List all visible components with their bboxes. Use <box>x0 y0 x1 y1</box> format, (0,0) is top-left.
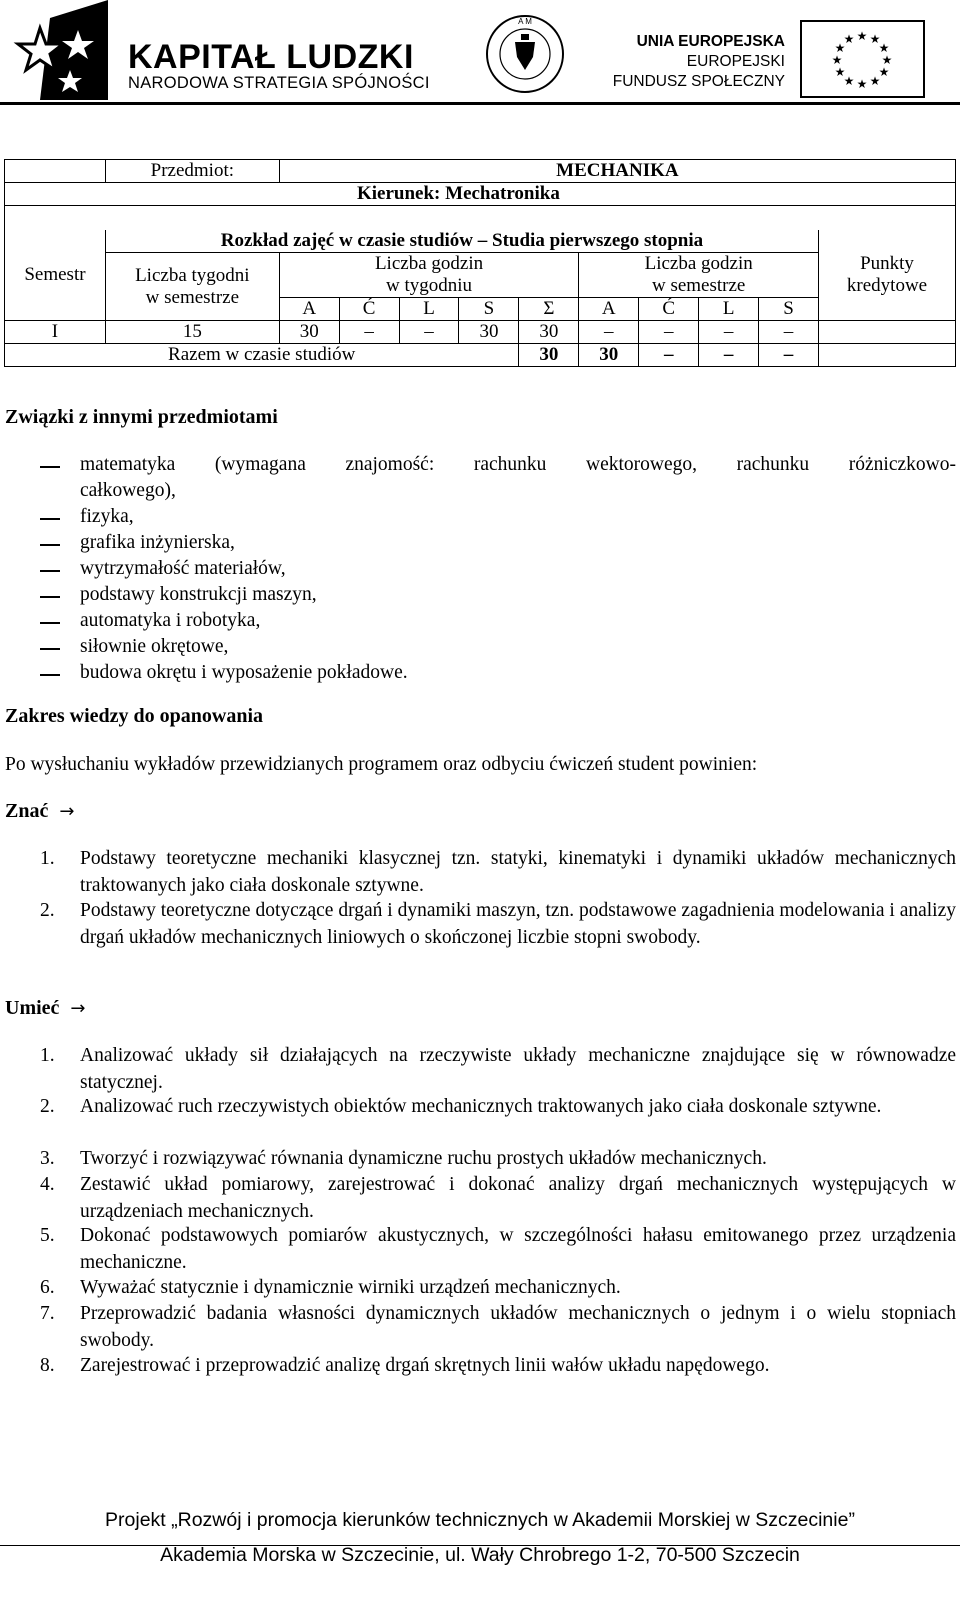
list-number: 2. <box>40 1096 55 1117</box>
svg-text:★: ★ <box>843 74 855 88</box>
cell-semestr: I <box>5 321 106 344</box>
umiec-label <box>5 997 86 1020</box>
list-item: automatyka i robotyka, <box>80 610 261 631</box>
dash <box>40 596 60 598</box>
semestr-header: Semestr <box>5 230 106 321</box>
dash <box>40 648 60 650</box>
dash <box>40 622 60 624</box>
godz-tyg-line2: w tygodniu <box>386 275 473 296</box>
kl-title: KAPITAŁ LUDZKI <box>128 38 414 76</box>
list-item: całkowego), <box>80 480 176 501</box>
zwiazki-title: Związki z innymi przedmiotami <box>5 406 278 428</box>
list-item: Zarejestrować i przeprowadzić analizę drgań skrętnych linii wałów układu napędowego. <box>80 1355 770 1376</box>
col-tyg-sum: Σ <box>519 298 579 321</box>
akademia-morska-seal <box>485 12 565 102</box>
col-tyg-c: Ć <box>339 298 399 321</box>
seal-icon <box>485 12 565 97</box>
ue-line2: EUROPEJSKI <box>686 53 785 70</box>
cell-tygodni: 15 <box>105 321 279 344</box>
cell-tyg-sum: 30 <box>519 321 579 344</box>
list-item: budowa okrętu i wyposażenie pokładowe. <box>80 662 408 683</box>
svg-text:★: ★ <box>843 32 855 46</box>
arrow-right-icon: → <box>59 801 75 822</box>
punkty-line2: kredytowe <box>846 275 928 296</box>
col-sem-a: A <box>579 298 639 321</box>
list-number: 1. <box>40 848 55 869</box>
list-number: 8. <box>40 1355 55 1376</box>
list-number: 2. <box>40 900 55 921</box>
razem-sem-s: – <box>759 344 819 367</box>
footer-line2: Akademia Morska w Szczecinie, ul. Wały Chrobrego 1-2, 70-500 Szczecin <box>160 1544 800 1566</box>
ue-line1: UNIA EUROPEJSKA <box>636 33 785 50</box>
col-tyg-a: A <box>279 298 339 321</box>
list-item: fizyka, <box>80 506 134 527</box>
razem-sum: 30 <box>519 344 579 367</box>
list-item: podstawy konstrukcji maszyn, <box>80 584 317 605</box>
punkty-header <box>819 230 956 321</box>
eu-flag-icon <box>800 20 925 98</box>
przedmiot-value: MECHANIKA <box>279 160 955 183</box>
razem-sem-c: – <box>639 344 699 367</box>
rozklad-header: Rozkład zajęć w czasie studiów – Studia pierwszego stopnia <box>105 230 818 253</box>
list-item: Analizować układy sił działających na rzeczywiste układy mechaniczne znajdujące się w równowadze statycznej. <box>80 1045 956 1093</box>
table-row <box>5 321 956 344</box>
tygodni-line1: Liczba tygodni <box>135 264 250 286</box>
dash <box>40 570 60 572</box>
col-sem-c: Ć <box>639 298 699 321</box>
svg-text:★: ★ <box>869 32 881 46</box>
zakres-title: Zakres wiedzy do opanowania <box>5 705 264 727</box>
list-number: 7. <box>40 1303 55 1324</box>
punkty-line1: Punkty <box>860 253 914 274</box>
godz-sem-header <box>579 253 819 298</box>
list-item: Podstawy teoretyczne dotyczące drgań i dynamiki maszyn, tzn. podstawowe zagadnienia modelowania i analizy drgań układów mechanicznych liniowych o skończonej liczbie stopni swobody. <box>80 900 956 948</box>
zakres-intro: Po wysłuchaniu wykładów przewidzianych programem oraz odbyciu ćwiczeń student powinien: <box>5 754 758 775</box>
umiec-text: Umieć <box>5 997 60 1019</box>
list-item: Przeprowadzić badania własności dynamicznych układów mechanicznych o jednym i o wielu stopniach swobody. <box>80 1303 956 1351</box>
dash <box>40 518 60 520</box>
list-number: 4. <box>40 1174 55 1195</box>
list-item: grafika inżynierska, <box>80 532 235 553</box>
list-item: wytrzymałość materiałów, <box>80 558 286 579</box>
dash <box>40 674 60 676</box>
dash <box>40 544 60 546</box>
razem-sem-a: 30 <box>579 344 639 367</box>
przedmiot-label: Przedmiot: <box>105 160 279 183</box>
table-row-razem <box>5 344 956 367</box>
col-tyg-s: S <box>459 298 519 321</box>
znac-text: Znać <box>5 800 49 822</box>
col-sem-s: S <box>759 298 819 321</box>
svg-text:★: ★ <box>831 53 843 67</box>
cell-tyg-a: 30 <box>279 321 339 344</box>
cell-sem-l: – <box>699 321 759 344</box>
razem-punkty <box>819 344 956 367</box>
svg-text:★: ★ <box>881 53 893 67</box>
svg-text:A M: A M <box>518 17 532 26</box>
arrow-right-icon: → <box>70 998 86 1019</box>
cell-punkty <box>819 321 956 344</box>
list-item: Tworzyć i rozwiązywać równania dynamiczne ruchu prostych układów mechanicznych. <box>80 1148 767 1169</box>
kierunek: Kierunek: Mechatronika <box>5 183 956 206</box>
list-item: Zestawić układ pomiarowy, zarejestrować i dokonać analizy drgań mechanicznych występujących w urządzeniach mechanicznych. <box>80 1174 956 1222</box>
list-item: Analizować ruch rzeczywistych obiektów mechanicznych traktowanych jako ciała doskonale sztywne. <box>80 1096 882 1117</box>
razem-sem-l: – <box>699 344 759 367</box>
godz-tyg-header <box>279 253 579 298</box>
kapital-ludzki-logo <box>10 0 430 100</box>
svg-text:★: ★ <box>834 65 846 79</box>
footer-line1: Projekt „Rozwój i promocja kierunków technicznych w Akademii Morskiej w Szczecinie” <box>105 1509 855 1531</box>
list-item: Dokonać podstawowych pomiarów akustycznych, w szczególności hałasu emitowanego przez urządzenia mechaniczne. <box>80 1225 956 1273</box>
cell-sem-s: – <box>759 321 819 344</box>
godz-sem-line2: w semestrze <box>651 275 746 296</box>
razem-label: Razem w czasie studiów <box>5 344 519 367</box>
ue-text-block <box>600 32 785 92</box>
list-number: 5. <box>40 1225 55 1246</box>
tygodni-header <box>105 253 279 321</box>
godz-sem-line1: Liczba godzin <box>644 253 753 274</box>
list-number: 1. <box>40 1045 55 1066</box>
list-item: matematyka (wymagana znajomość: rachunku wektorowego, rachunku różniczkowo- <box>80 454 956 475</box>
spacer-row <box>5 206 956 231</box>
dash <box>40 466 60 468</box>
header-rule <box>0 102 960 105</box>
col-sem-l: L <box>699 298 759 321</box>
cell-tyg-c: – <box>339 321 399 344</box>
stars-emblem-icon <box>10 0 125 100</box>
cell-sem-c: – <box>639 321 699 344</box>
tygodni-line2: w semestrze <box>145 286 240 308</box>
cell-tyg-s: 30 <box>459 321 519 344</box>
ue-line3: FUNDUSZ SPOŁECZNY <box>612 73 785 90</box>
col-tyg-l: L <box>399 298 459 321</box>
empty-cell <box>5 160 106 183</box>
list-item: Podstawy teoretyczne mechaniki klasycznej tzn. statyki, kinematyki i dynamiki układów mechanicznych traktowanych jako ciała doskonale sztywne. <box>80 848 956 896</box>
list-item: siłownie okrętowe, <box>80 636 229 657</box>
list-number: 6. <box>40 1277 55 1298</box>
cell-tyg-l: – <box>399 321 459 344</box>
znac-label <box>5 800 74 823</box>
kl-subtitle: NARODOWA STRATEGIA SPÓJNOŚCI <box>128 74 430 92</box>
list-item: Wyważać statycznie i dynamicznie wirniki urządzeń mechanicznych. <box>80 1277 621 1298</box>
svg-text:★: ★ <box>878 41 890 55</box>
svg-text:★: ★ <box>834 41 846 55</box>
svg-text:★: ★ <box>856 77 868 91</box>
svg-text:★: ★ <box>856 29 868 43</box>
svg-text:★: ★ <box>878 65 890 79</box>
cell-sem-a: – <box>579 321 639 344</box>
godz-tyg-line1: Liczba godzin <box>374 253 484 274</box>
schedule-table <box>4 159 956 367</box>
list-number: 3. <box>40 1148 55 1169</box>
svg-text:★: ★ <box>869 74 881 88</box>
